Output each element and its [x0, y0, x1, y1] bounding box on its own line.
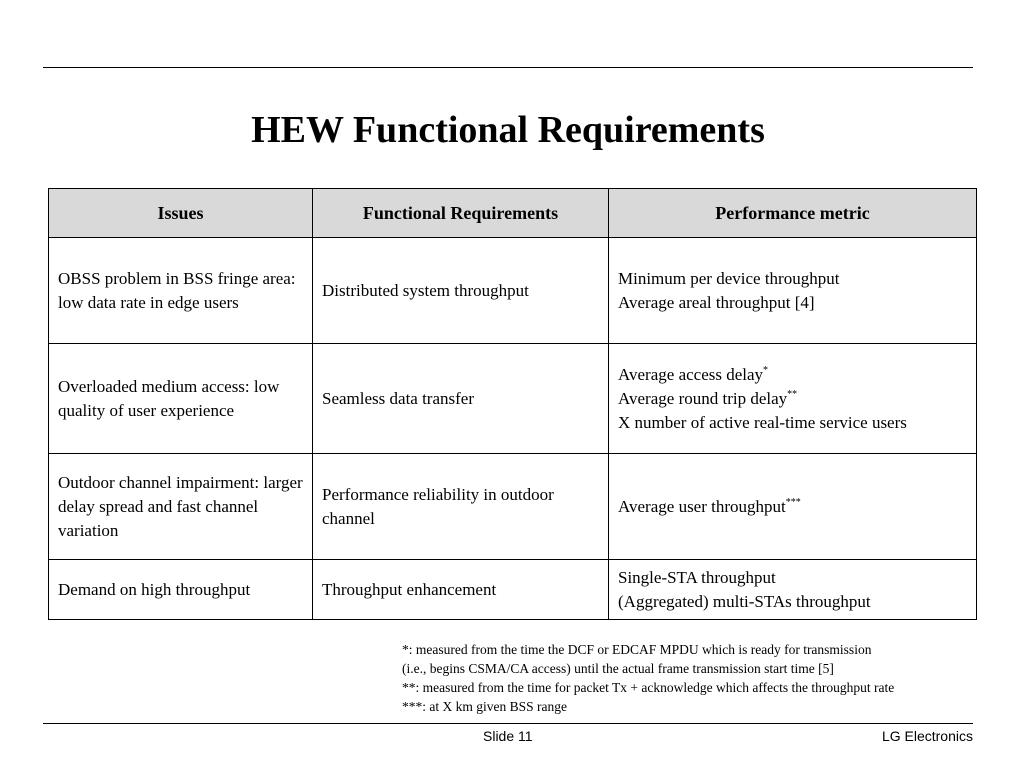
metric-text: Average areal throughput [4] — [618, 292, 815, 312]
requirement-cell: Seamless data transfer — [313, 344, 609, 454]
metric-line — [618, 363, 967, 387]
footnote-line: ***: at X km given BSS range — [402, 699, 567, 714]
footnote-marker: *** — [785, 496, 801, 508]
metric-line — [618, 566, 967, 590]
metric-cell — [609, 238, 977, 344]
metric-text: X number of active real-time service users — [618, 412, 907, 432]
issue-cell: Demand on high throughput — [49, 560, 313, 620]
column-header-issues: Issues — [49, 189, 313, 238]
metric-cell — [609, 454, 977, 560]
footnote-line: (i.e., begins CSMA/CA access) until the actual frame transmission start time [5] — [402, 661, 834, 676]
metric-cell — [609, 344, 977, 454]
requirement-cell: Distributed system throughput — [313, 238, 609, 344]
metric-line — [618, 387, 967, 411]
metric-line — [618, 411, 967, 435]
metric-text: Average round trip delay — [618, 388, 788, 408]
metric-line — [618, 495, 967, 519]
requirement-cell: Performance reliability in outdoor channel — [313, 454, 609, 560]
issue-cell: Outdoor channel impairment: larger delay spread and fast channel variation — [49, 454, 313, 560]
footnote-marker: * — [763, 364, 769, 376]
metric-line — [618, 590, 967, 614]
footnote-marker: ** — [787, 388, 798, 400]
footnote-line: *: measured from the time the DCF or EDCAF MPDU which is ready for transmission — [402, 642, 872, 657]
footnotes — [402, 640, 1002, 716]
metric-text: Average user throughput — [618, 496, 786, 516]
metric-line — [618, 291, 967, 315]
metric-text: Minimum per device throughput — [618, 268, 840, 288]
metric-cell — [609, 560, 977, 620]
top-divider — [43, 67, 973, 68]
table-row — [49, 238, 977, 344]
table-row — [49, 454, 977, 560]
table-header-row — [49, 189, 977, 238]
metric-text: Average access delay — [618, 364, 764, 384]
issue-cell: Overloaded medium access: low quality of user experience — [49, 344, 313, 454]
company-name: LG Electronics — [881, 728, 973, 744]
metric-line — [618, 267, 967, 291]
issue-cell: OBSS problem in BSS fringe area: low data rate in edge users — [49, 238, 313, 344]
column-header-functional-requirements: Functional Requirements — [313, 189, 609, 238]
metric-text: Single-STA throughput — [618, 567, 776, 587]
metric-text: (Aggregated) multi-STAs throughput — [618, 591, 871, 611]
footer-divider — [43, 723, 973, 724]
page-title: HEW Functional Requirements — [251, 109, 765, 151]
column-header-performance-metric: Performance metric — [609, 189, 977, 238]
slide-number: Slide 11 — [483, 728, 533, 744]
footnote-line: **: measured from the time for packet Tx + acknowledge which affects the throughput rate — [402, 680, 895, 695]
requirements-table — [48, 188, 977, 620]
table-row — [49, 560, 977, 620]
table-row — [49, 344, 977, 454]
requirement-cell: Throughput enhancement — [313, 560, 609, 620]
